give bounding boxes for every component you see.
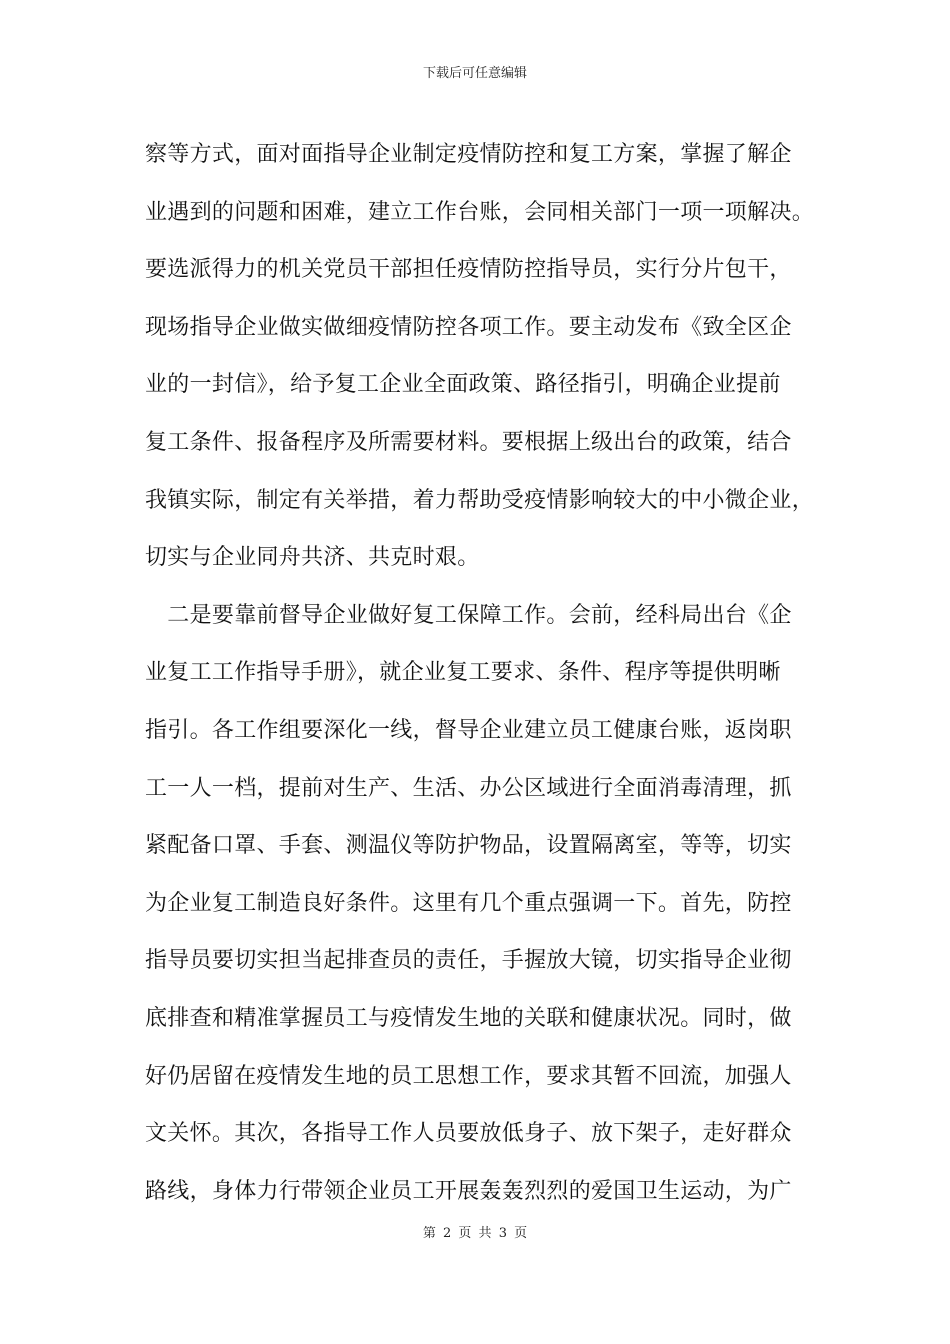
- document-body: [145, 126, 825, 1220]
- text-line: 切实与企业同舟共济、共克时艰。: [145, 545, 480, 571]
- page-header: 下载后可任意编辑: [422, 66, 527, 81]
- text-line: 底排查和精准掌握员工与疫情发生地的关联和健康状况。同时，做: [145, 1005, 792, 1031]
- text-line: 现场指导企业做实做细疫情防控各项工作。要主动发布《致全区企: [145, 314, 792, 340]
- text-line: 业遇到的问题和困难，建立工作台账，会同相关部门一项一项解决。: [145, 199, 815, 225]
- text-line: 指引。各工作组要深化一线，督导企业建立员工健康台账，返岗职: [145, 717, 792, 743]
- text-line: 路线，身体力行带领企业员工开展轰轰烈烈的爱国卫生运动，为广: [145, 1178, 792, 1204]
- text-line: 工一人一档，提前对生产、生活、办公区域进行全面消毒清理，抓: [145, 775, 792, 801]
- text-line: 复工条件、报备程序及所需要材料。要根据上级出台的政策，结合: [145, 429, 792, 455]
- text-line: 业复工工作指导手册》，就企业复工要求、条件、程序等提供明晰: [145, 660, 781, 686]
- text-line: 文关怀。其次，各指导工作人员要放低身子、放下架子，走好群众: [145, 1121, 792, 1147]
- text-line: 二是要靠前督导企业做好复工保障工作。会前，经科局出台《企: [145, 602, 792, 628]
- text-line: 察等方式，面对面指导企业制定疫情防控和复工方案，掌握了解企: [145, 142, 792, 167]
- text-line: 要选派得力的机关党员干部担任疫情防控指导员，实行分片包干，: [145, 257, 792, 283]
- page-footer: 第 2 页 共 3 页: [422, 1226, 528, 1241]
- text-line: 好仍居留在疫情发生地的员工思想工作，要求其暂不回流，加强人: [145, 1063, 792, 1089]
- text-line: 为企业复工制造良好条件。这里有几个重点强调一下。首先，防控: [145, 890, 792, 916]
- text-line: 业的一封信》，给予复工企业全面政策、路径指引，明确企业提前: [145, 372, 781, 398]
- text-line: 指导员要切实担当起排查员的责任，手握放大镜，切实指导企业彻: [145, 948, 792, 974]
- text-line: 我镇实际，制定有关举措，着力帮助受疫情影响较大的中小微企业，: [145, 487, 815, 513]
- text-line: 紧配备口罩、手套、测温仪等防护物品，设置隔离室，等等，切实: [145, 833, 792, 859]
